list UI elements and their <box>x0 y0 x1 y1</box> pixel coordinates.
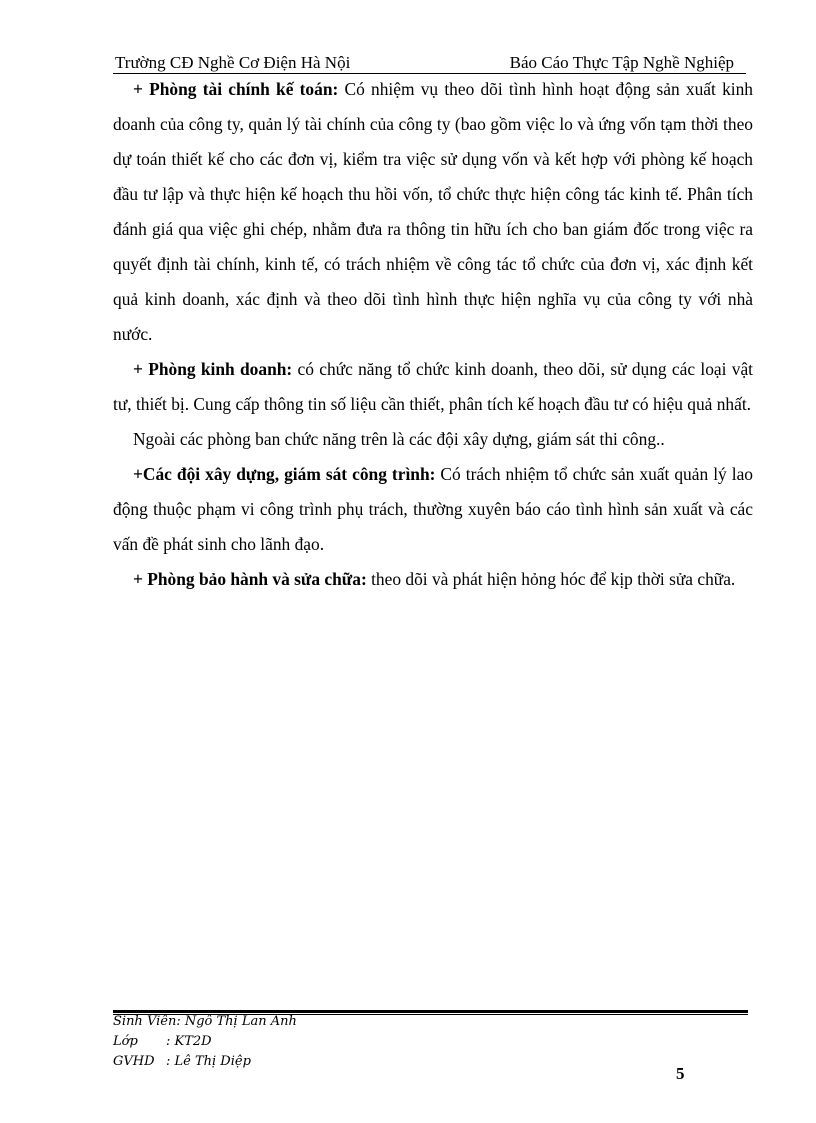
paragraph-text: theo dõi và phát hiện hỏng hóc để kịp thời sửa chữa. <box>366 569 736 589</box>
paragraph-heading: + Phòng bảo hành và sửa chữa: <box>133 569 367 589</box>
page-footer <box>113 1012 297 1072</box>
footer-class-label: Lớp <box>113 1034 138 1049</box>
header-report-title: Báo Cáo Thực Tập Nghề Nghiệp <box>509 53 734 72</box>
paragraph-heading: + Phòng kinh doanh: <box>133 359 293 379</box>
paragraph-business <box>113 352 753 422</box>
paragraph-construction-teams <box>113 457 753 562</box>
paragraph-heading: + Phòng tài chính kế toán: <box>133 79 339 99</box>
page-number: 5 <box>676 1064 685 1083</box>
paragraph-heading: +Các đội xây dựng, giám sát công trình: <box>133 464 436 484</box>
footer-class-row <box>113 1032 297 1052</box>
paragraph-finance-accounting <box>113 72 753 352</box>
footer-advisor-value: : Lê Thị Diệp <box>166 1054 251 1069</box>
paragraph-construction-teams-intro <box>113 422 753 457</box>
header-school-name: Trường CĐ Nghề Cơ Điện Hà Nội <box>115 53 351 72</box>
footer-student-name: Ngô Thị Lan Anh <box>184 1014 297 1029</box>
paragraph-text: Ngoài các phòng ban chức năng trên là các đội xây dựng, giám sát thi công.. <box>133 429 665 449</box>
footer-student-row <box>113 1012 297 1032</box>
footer-advisor-row <box>113 1052 297 1072</box>
paragraph-text: Có nhiệm vụ theo dõi tình hình hoạt động sản xuất kinh doanh của công ty, quản lý tài chính của công ty (bao gồm việc lo và ứng vốn tạm thời theo dự toán thiết kế cho các đơn vị, kiểm tra việc sử dụng vốn và kết hợp với phòng kế hoạch đầu tư lập và thực hiện kế hoạch thu hồi vốn, tổ chức thực hiện công tác kinh tế. Phân tích đánh giá qua việc ghi chép, nhằm đưa ra thông tin hữu ích cho ban giám đốc trong việc ra quyết định tài chính, kinh tế, có trách nhiệm về công tác tổ chức của đơn vị, xác định kết quả kinh doanh, xác định và theo dõi tình hình thực hiện nghĩa vụ của công ty với nhà nước. <box>113 79 753 344</box>
paragraph-text: Có trách nhiệm tổ chức sản xuất quản lý lao động thuộc phạm vi công trình phụ trách, thường xuyên báo cáo tình hình sản xuất và các vấn đề phát sinh cho lãnh đạo. <box>113 464 753 554</box>
body-content <box>113 72 753 597</box>
footer-advisor-label: GVHD <box>113 1054 155 1069</box>
footer-student-label: Sinh Viên: <box>113 1014 181 1029</box>
paragraph-warranty-repair <box>113 562 753 597</box>
paragraph-text: có chức năng tổ chức kinh doanh, theo dõi, sử dụng các loại vật tư, thiết bị. Cung cấp thông tin số liệu cần thiết, phân tích kế hoạch đầu tư có hiệu quả nhất. <box>113 359 753 414</box>
footer-class-value: : KT2D <box>166 1034 212 1049</box>
